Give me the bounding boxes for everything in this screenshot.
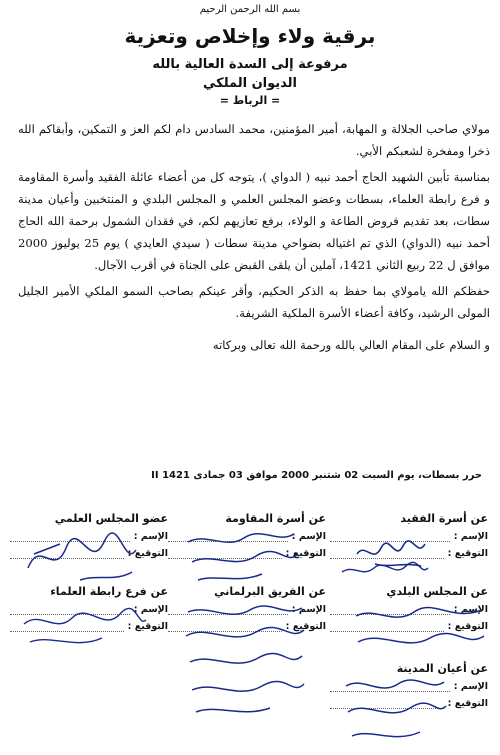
handwritten-signature — [180, 602, 310, 722]
block-title: عن المجلس البلدي — [386, 585, 488, 598]
name-field: الإسم : — [168, 604, 326, 615]
paragraph-prayer: حفظكم الله يامولاي بما حفظ به الذكر الحكيم، وأقر عينكم بصاحب السمو الملكي الأمير الجليل المولى الرشيد، وكافة أعضاء الأسرة الملكية الشريفة. — [18, 284, 490, 320]
paragraph-greeting: مولاي صاحب الجلالة و المهابة، أمير المؤمنين، محمد السادس دام لكم العز و التمكين، وأبقاكم الله ذخرا ومفخرة لشعبكم الأبي. — [18, 122, 490, 158]
basmala: بسم الله الرحمن الرحيم — [199, 4, 301, 15]
royal-cabinet-line: الديوان الملكي — [202, 76, 298, 91]
name-field: الإسم : — [330, 531, 488, 542]
handwritten-signature — [20, 528, 140, 588]
name-field: الإسم : — [330, 604, 488, 615]
block-title: عن أعيان المدينة — [396, 662, 488, 675]
handwritten-signature — [340, 560, 430, 582]
name-field: الإسم : — [10, 604, 168, 615]
name-field: الإسم : — [10, 531, 168, 542]
paragraph-condolence: بمناسبة تأبين الشهيد الحاج أحمد نبيه ( الدواي )، يتوجه كل من أعضاء عائلة الفقيد وأسرة المقاومة و فرع رابطة العلماء، بسطات وعضو المجلس العلمي و المجلس البلدي و المنتخبين وأعيان مدينة سطات، بعد تقديم فروض الطاعة و الولاء، برفع تعازيهم لكم، في فقدان الشمول برحمة الله الحاج أحمد نبيه (الدواي) الذي تم اغتياله بضواحي مدينة سطات ( سيدي العايدي ) يوم 25 يوليوز 2000 موافق ل 22 ربيع الثاني 1421، آملين أن يلقى القبض على الجناة في أقرب الآجال. — [18, 170, 490, 272]
handwritten-signature — [20, 604, 150, 654]
name-field: الإسم : — [330, 681, 488, 692]
signatures-grid — [10, 512, 490, 752]
block-title: عضو المجلس العلمي — [54, 512, 168, 525]
paragraph-closing: و السلام على المقام العالي بالله ورحمة الله تعالى وبركاته — [212, 338, 490, 352]
block-title: عن فرع رابطة العلماء — [50, 585, 168, 598]
signature-field: التوقيع : — [10, 548, 168, 559]
handwritten-signature — [350, 602, 490, 662]
signature-field: التوقيع : — [330, 621, 488, 632]
city-line: = الرباط = — [219, 94, 281, 107]
signature-field: التوقيع : — [330, 698, 488, 709]
handwritten-signature — [340, 674, 450, 749]
addressee-line: مرفوعة إلى السدة العالية بالله — [152, 57, 348, 72]
block-title: عن الفريق البرلماني — [214, 585, 326, 598]
handwritten-signature — [182, 528, 302, 588]
signature-field: التوقيع : — [330, 548, 488, 559]
block-title: عن أسرة المقاومة — [225, 512, 326, 525]
signature-field: التوقيع : — [168, 621, 326, 632]
document-title: برقية ولاء وإخلاص وتعزية — [124, 24, 376, 48]
name-field: الإسم : — [168, 531, 326, 542]
date-line: حرر بسطات، يوم السبت 02 شتنبر 2000 موافق 03 جمادى II 1421 — [151, 470, 482, 481]
signature-field: التوقيع : — [168, 548, 326, 559]
letter-body — [18, 118, 490, 356]
signature-field: التوقيع : — [10, 621, 168, 632]
block-title: عن أسرة الفقيد — [400, 512, 488, 525]
